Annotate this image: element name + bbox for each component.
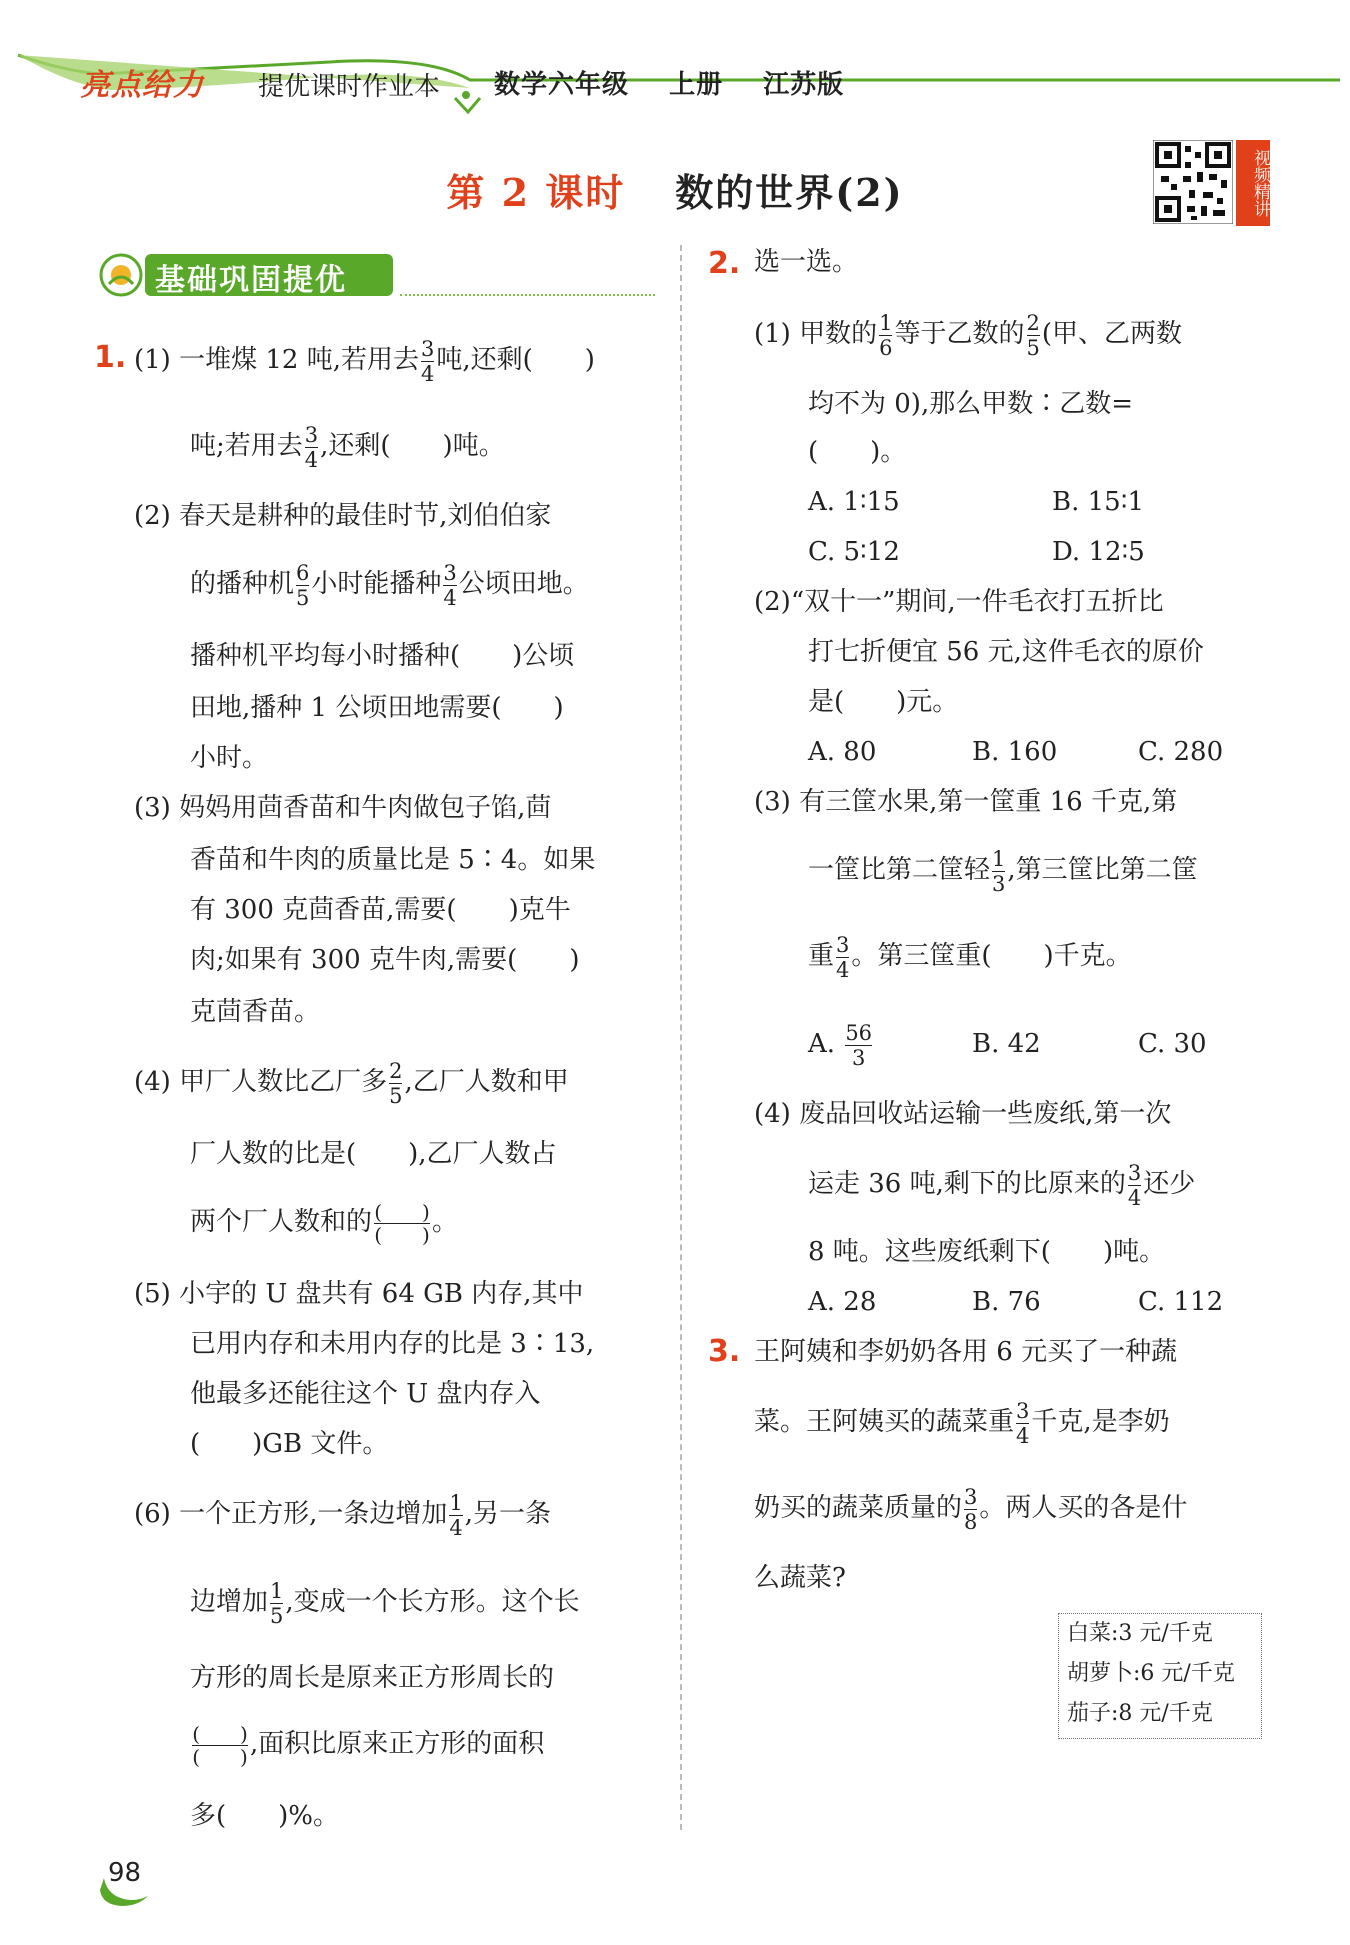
fraction-2-5: $\frac{2}{5}$ — [389, 1058, 403, 1108]
q2-part4-line3: 8 吨。这些废纸剩下( )吨。 — [808, 1237, 1166, 1267]
q2-part3-line2: 一筐比第二筐轻 $\frac{1}{3}$ ,第三筐比第二筐 — [808, 846, 1198, 896]
q1-part2-line1: (2) 春天是耕种的最佳时节,刘伯伯家 — [134, 501, 552, 531]
book-subtitle: 提优课时作业本 — [258, 72, 441, 102]
q2-1-option-d[interactable]: D. 12∶5 — [1052, 537, 1145, 567]
vegetable-price-list — [1058, 1613, 1262, 1739]
q2-part1-line2: 均不为 0),那么甲数∶乙数= — [808, 389, 1134, 419]
q1-part2-line4: 田地,播种 1 公顷田地需要( ) — [190, 693, 564, 723]
q1-part3-line3: 有 300 克茴香苗,需要( )克牛 — [190, 895, 571, 925]
section-title: 基础巩固提优 — [155, 263, 347, 298]
video-lesson-tag[interactable]: 视频精讲 — [1236, 140, 1270, 226]
price-item-eggplant: 茄子:8 元/千克 — [1067, 1701, 1213, 1726]
q1-part1-line2: 吨;若用去 $\frac{3}{4}$ ,还剩( )吨。 — [190, 422, 505, 472]
question-1-number: 1. — [94, 340, 127, 375]
q1-part6-line5: 多( )%。 — [190, 1801, 339, 1831]
q1-part5-line1: (5) 小宇的 U 盘共有 64 GB 内存,其中 — [134, 1279, 584, 1309]
column-divider — [680, 245, 682, 1830]
fraction-3-4: $\frac{3}{4}$ — [836, 932, 850, 982]
fraction-3-8: $\frac{3}{8}$ — [964, 1484, 978, 1534]
q2-part2-line3: 是( )元。 — [808, 687, 959, 717]
q1-part2-line5: 小时。 — [190, 743, 269, 773]
q1-part3-line1: (3) 妈妈用茴香苗和牛肉做包子馅,茴 — [134, 793, 552, 823]
section-dotted-line — [400, 294, 655, 296]
q1-part3-line5: 克茴香苗。 — [190, 997, 321, 1027]
answer-blank-fraction: ( ) ( ) — [374, 1199, 430, 1247]
price-item-carrot: 胡萝卜:6 元/千克 — [1067, 1661, 1235, 1686]
q2-part1-line3: ( )。 — [808, 437, 907, 467]
volume: 上册 — [669, 70, 724, 100]
q2-3-option-a[interactable]: A. $\frac{56}{3}$ — [808, 1020, 873, 1070]
q1-part3-line4: 肉;如果有 300 克牛肉,需要( ) — [190, 945, 580, 975]
q2-4-option-a[interactable]: A. 28 — [808, 1287, 877, 1317]
q2-3-option-b[interactable]: B. 42 — [972, 1029, 1041, 1059]
fraction-56-3: $\frac{56}{3}$ — [845, 1020, 873, 1070]
q2-2-option-c[interactable]: C. 280 — [1138, 737, 1224, 767]
q1-part2-line3: 播种机平均每小时播种( )公顷 — [190, 641, 575, 671]
question-3-number: 3. — [708, 1334, 741, 1369]
q1-part4-line1: (4) 甲厂人数比乙厂多 $\frac{2}{5}$ ,乙厂人数和甲 — [134, 1058, 569, 1108]
q2-4-option-b[interactable]: B. 76 — [972, 1287, 1041, 1317]
q1-part6-line3: 方形的周长是原来正方形周长的 — [190, 1663, 555, 1693]
q2-part3-line3: 重 $\frac{3}{4}$ 。第三筐重( )千克。 — [808, 932, 1132, 982]
q1-part2-line2: 的播种机 $\frac{6}{5}$ 小时能播种 $\frac{3}{4}$ 公顷田地。 — [190, 560, 589, 610]
fraction-3-4: $\frac{3}{4}$ — [1127, 1160, 1142, 1210]
lesson-title — [0, 162, 1350, 217]
q2-4-option-c[interactable]: C. 112 — [1138, 1287, 1224, 1317]
q2-part2-line2: 打七折便宜 56 元,这件毛衣的原价 — [808, 637, 1204, 667]
q3-line2: 菜。王阿姨买的蔬菜重 $\frac{3}{4}$ 千克,是李奶 — [754, 1398, 1170, 1448]
qr-code-icon[interactable] — [1153, 140, 1233, 224]
q2-2-option-a[interactable]: A. 80 — [808, 737, 877, 767]
q2-1-option-b[interactable]: B. 15∶1 — [1052, 487, 1145, 517]
q1-part6-line2: 边增加 $\frac{1}{5}$ ,变成一个长方形。这个长 — [190, 1578, 580, 1628]
q1-part1-line1: (1) 一堆煤 12 吨,若用去 $\frac{3}{4}$ 吨,还剩( ) — [134, 336, 595, 386]
fraction-6-5: $\frac{6}{5}$ — [296, 560, 310, 610]
question-2-number: 2. — [708, 246, 741, 281]
fraction-1-6: $\frac{1}{6}$ — [879, 310, 893, 360]
edition: 江苏版 — [763, 70, 845, 100]
q2-part4-line1: (4) 废品回收站运输一些废纸,第一次 — [754, 1099, 1172, 1129]
fraction-2-5: $\frac{2}{5}$ — [1026, 310, 1040, 360]
q1-part3-line2: 香苗和牛肉的质量比是 5∶4。如果 — [190, 845, 596, 875]
q2-2-option-b[interactable]: B. 160 — [972, 737, 1058, 767]
fraction-3-4: $\frac{3}{4}$ — [420, 336, 435, 386]
fraction-3-4: $\frac{3}{4}$ — [1016, 1398, 1030, 1448]
fraction-1-4: $\frac{1}{4}$ — [449, 1490, 463, 1540]
q1-part5-line2: 已用内存和未用内存的比是 3∶13, — [190, 1329, 595, 1359]
lesson-number: 第 2 课时 — [446, 170, 626, 215]
fraction-1-3: $\frac{1}{3}$ — [992, 846, 1006, 896]
brand-logo-text: 亮点给力 — [80, 68, 204, 103]
q2-part3-line1: (3) 有三筐水果,第一筐重 16 千克,第 — [754, 787, 1178, 817]
q2-1-option-a[interactable]: A. 1∶15 — [808, 487, 900, 517]
q2-3-option-c[interactable]: C. 30 — [1138, 1029, 1207, 1059]
q3-line4: 么蔬菜? — [754, 1563, 846, 1593]
q1-part6-line4: ( ) ( ) ,面积比原来正方形的面积 — [192, 1721, 545, 1769]
q2-title: 选一选。 — [754, 247, 859, 277]
answer-blank-fraction: ( ) ( ) — [192, 1721, 248, 1769]
fraction-1-5: $\frac{1}{5}$ — [270, 1578, 284, 1628]
lesson-name: 数的世界(2) — [675, 170, 904, 215]
q3-line3: 奶买的蔬菜质量的 $\frac{3}{8}$ 。两人买的各是什 — [754, 1484, 1188, 1534]
price-item-cabbage: 白菜:3 元/千克 — [1067, 1621, 1213, 1646]
q1-part5-line3: 他最多还能往这个 U 盘内存入 — [190, 1379, 541, 1409]
q1-part4-line2: 厂人数的比是( ),乙厂人数占 — [190, 1139, 557, 1169]
book-info — [494, 64, 874, 101]
q1-part5-line4: ( )GB 文件。 — [190, 1429, 389, 1459]
q1-part6-line1: (6) 一个正方形,一条边增加 $\frac{1}{4}$ ,另一条 — [134, 1490, 551, 1540]
q2-part1-line1: (1) 甲数的 $\frac{1}{6}$ 等于乙数的 $\frac{2}{5}$ (甲、乙两数 — [754, 310, 1183, 360]
q1-part4-line3: 两个厂人数和的 ( ) ( ) 。 — [190, 1199, 459, 1247]
q2-part4-line2: 运走 36 吨,剩下的比原来的 $\frac{3}{4}$ 还少 — [808, 1160, 1196, 1210]
fraction-3-4: $\frac{3}{4}$ — [304, 422, 319, 472]
page-number: 98 — [108, 1858, 142, 1888]
q3-line1: 王阿姨和李奶奶各用 6 元买了一种蔬 — [754, 1337, 1178, 1367]
fraction-3-4: $\frac{3}{4}$ — [443, 560, 457, 610]
q2-1-option-c[interactable]: C. 5∶12 — [808, 537, 900, 567]
q2-part2-line1: (2)“双十一”期间,一件毛衣打五折比 — [754, 587, 1164, 617]
subject-grade: 数学六年级 — [494, 70, 630, 100]
